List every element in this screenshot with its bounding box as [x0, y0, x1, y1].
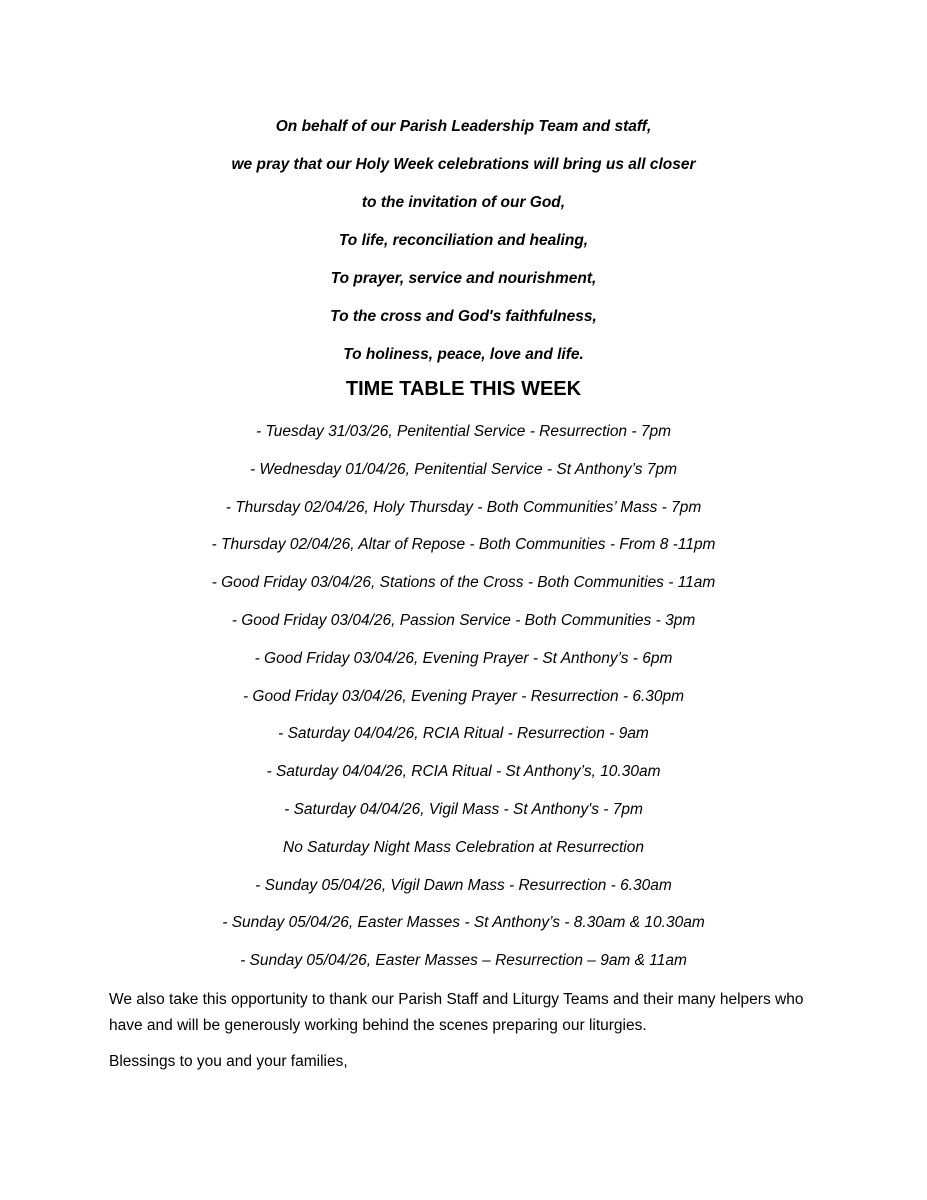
intro-line: To life, reconciliation and healing, — [338, 232, 589, 249]
timetable-item: - Tuesday 31/03/26, Penitential Service - Resurrection - 7pm — [256, 423, 671, 440]
timetable-item: - Good Friday 03/04/26, Evening Prayer - St Anthony’s - 6pm — [254, 649, 673, 667]
timetable-note: No Saturday Night Mass Celebration at Resurrection — [283, 838, 644, 856]
intro-line: To holiness, peace, love and life. — [343, 346, 584, 363]
intro-line: to the invitation of our God, — [361, 194, 566, 211]
blessing-line: Blessings to you and your families, — [109, 1053, 348, 1070]
timetable-item: - Wednesday 01/04/26, Penitential Service - St Anthony’s 7pm — [249, 460, 678, 478]
closing-message — [109, 987, 829, 1075]
timetable-list — [0, 413, 927, 980]
intro-line: we pray that our Holy Week celebrations will bring us all closer — [231, 156, 696, 173]
timetable-item: - Saturday 04/04/26, RCIA Ritual - St Anthony’s, 10.30am — [266, 763, 661, 781]
timetable-heading: TIME TABLE THIS WEEK — [345, 378, 582, 400]
timetable-item: - Thursday 02/04/26, Holy Thursday - Both Communities’ Mass - 7pm — [225, 498, 702, 516]
timetable-item: - Thursday 02/04/26, Altar of Repose - Both Communities - From 8 -11pm — [211, 536, 716, 554]
intro-line: To the cross and God's faithfulness, — [330, 308, 597, 325]
timetable-item: - Good Friday 03/04/26, Stations of the Cross - Both Communities - 11am — [211, 574, 716, 592]
thanks-paragraph: We also take this opportunity to thank our Parish Staff and Liturgy Teams and their many helpers who have and will be generously working behind the scenes preparing our liturgies. — [109, 991, 804, 1034]
intro-line: On behalf of our Parish Leadership Team and staff, — [275, 118, 652, 135]
timetable-item: - Good Friday 03/04/26, Passion Service - Both Communities - 3pm — [231, 611, 696, 629]
intro-line: To prayer, service and nourishment, — [330, 270, 597, 287]
timetable-item: - Saturday 04/04/26, Vigil Mass - St Anthony's - 7pm — [284, 800, 643, 818]
timetable-item: - Sunday 05/04/26, Easter Masses - St Anthony’s - 8.30am & 10.30am — [222, 914, 705, 932]
timetable-item: - Sunday 05/04/26, Easter Masses – Resurrection – 9am & 11am — [240, 952, 687, 970]
timetable-item: - Sunday 05/04/26, Vigil Dawn Mass - Resurrection - 6.30am — [255, 876, 672, 894]
intro-prayer — [0, 108, 927, 374]
timetable-item: - Good Friday 03/04/26, Evening Prayer - Resurrection - 6.30pm — [242, 687, 685, 705]
timetable-item: - Saturday 04/04/26, RCIA Ritual - Resurrection - 9am — [278, 725, 649, 743]
